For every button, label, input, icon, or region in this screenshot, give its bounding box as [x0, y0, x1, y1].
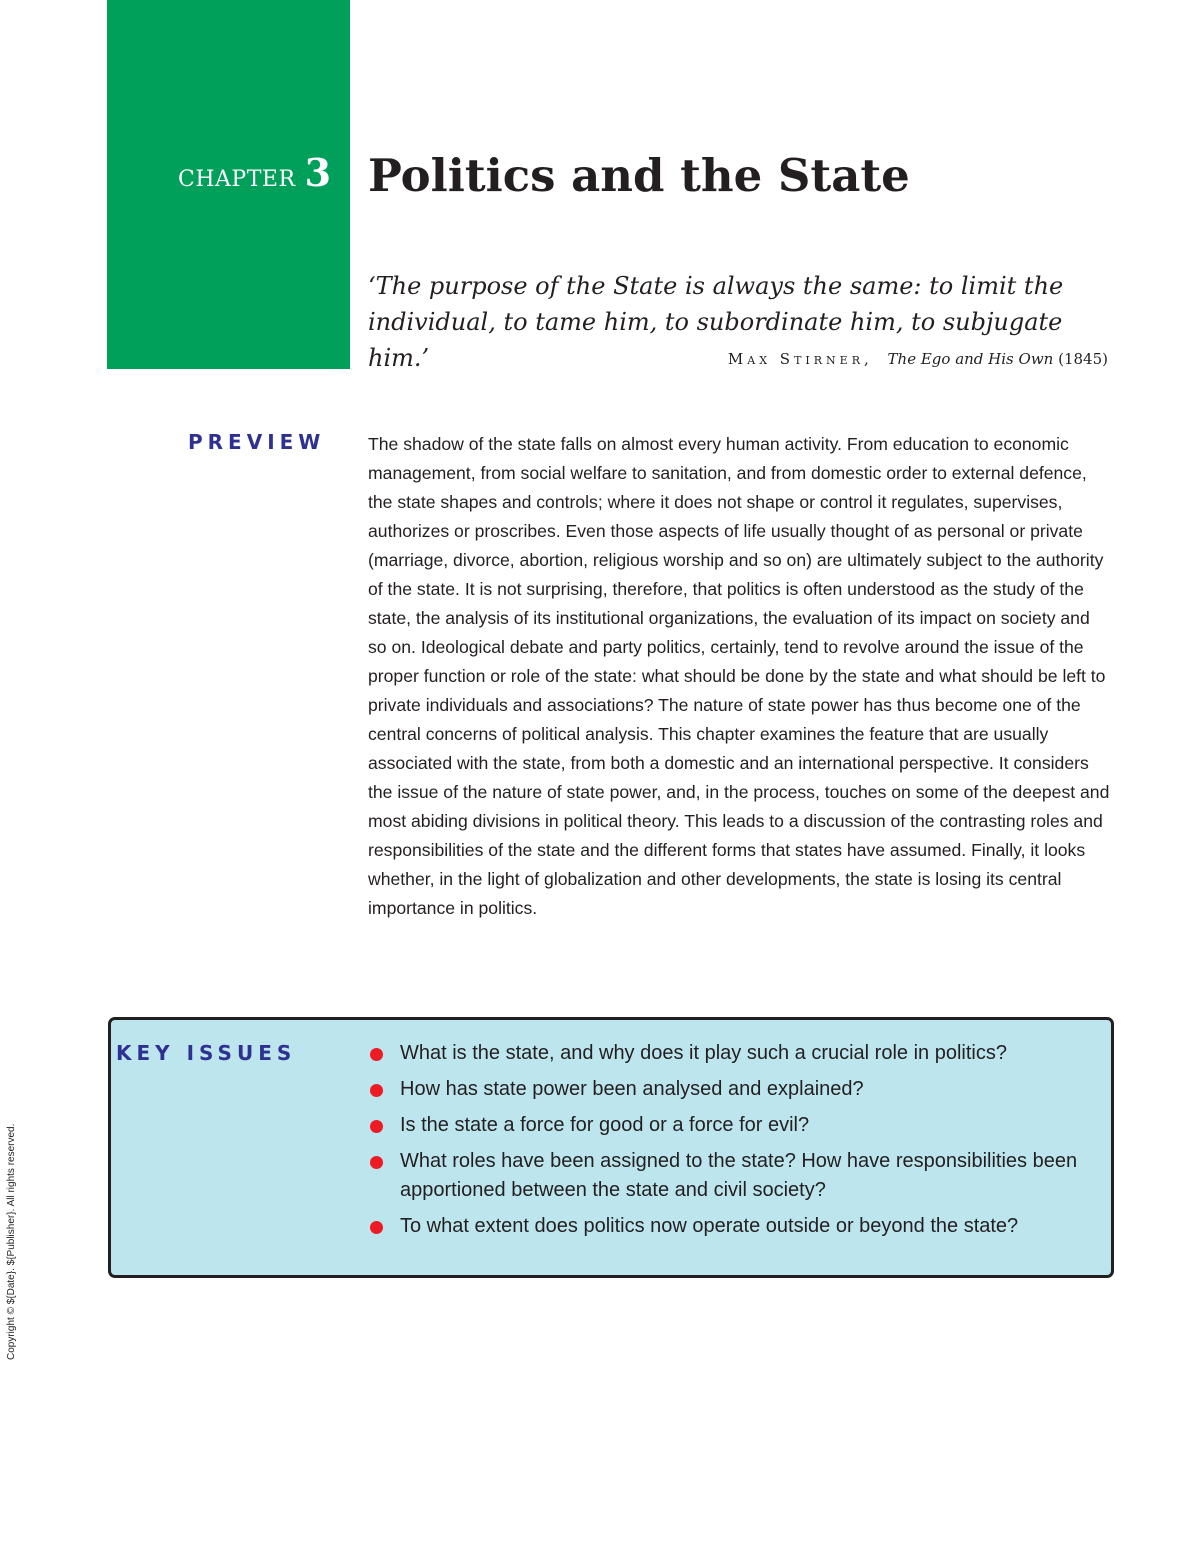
chapter-title: Politics and the State [368, 149, 910, 202]
key-issue-text: Is the state a force for good or a force for evil? [400, 1114, 810, 1136]
red-circle-bullet-icon [370, 1156, 383, 1169]
chapter-word: CHAPTER [178, 167, 296, 192]
key-issue-item [368, 1039, 1103, 1068]
key-issue-item [368, 1075, 1103, 1104]
preview-heading: PREVIEW [188, 430, 326, 454]
key-issue-item [368, 1111, 1103, 1140]
red-circle-bullet-icon [370, 1084, 383, 1097]
red-circle-bullet-icon [370, 1048, 383, 1061]
preview-text: The shadow of the state falls on almost every human activity. From education to economic management, from social welfare to sanitation, and from domestic order to external defence, the state shapes and controls; where it does not shape or control it regulates, supervises, authorizes or proscribes. Even those aspects of life usually thought of as personal or private (marriage, divorce, abortion, religious worship and so on) are ultimately subject to the authority of the state. It is not surprising, therefore, that politics is often understood as the study of the state, the analysis of its institutional organizations, the evaluation of its impact on society and so on. Ideological debate and party politics, certainly, tend to revolve around the issue of the proper function or role of the state: what should be done by the state and what should be left to private individuals and associations? The nature of state power has thus become one of the central concerns of political analysis. This chapter examines the feature that are usually associated with the state, from both a domestic and an international perspective. It considers the issue of the nature of state power, and, in the process, touches on some of the deepest and most abiding divisions in political theory. This leads to a discussion of the contrasting roles and responsibilities of the state and the different forms that states have assumed. Finally, it looks whether, in the light of globalization and other developments, the state is losing its central importance in politics. [368, 434, 1110, 918]
key-issue-text: What is the state, and why does it play such a crucial role in politics? [400, 1042, 1007, 1064]
epigraph-year: (1845) [1058, 350, 1108, 368]
key-issue-item [368, 1212, 1103, 1241]
epigraph-author: Max Stirner, [727, 350, 873, 368]
chapter-label [178, 150, 338, 195]
chapter-number: 3 [304, 150, 332, 195]
red-circle-bullet-icon [370, 1120, 383, 1133]
key-issue-item [368, 1147, 1103, 1205]
key-issues-list [368, 1039, 1103, 1248]
key-issue-text: To what extent does politics now operate outside or beyond the state? [400, 1215, 1019, 1237]
epigraph-work: The Ego and His Own [887, 350, 1054, 368]
red-circle-bullet-icon [370, 1221, 383, 1234]
key-issue-text: How has state power been analysed and explained? [400, 1078, 864, 1100]
copyright-notice: Copyright © ${Date}. ${Publisher}. All rights reserved. [6, 1123, 17, 1360]
key-issue-text: What roles have been assigned to the state? How have responsibilities been apportioned between the state and civil society? [400, 1150, 1078, 1201]
key-issues-heading: KEY ISSUES [116, 1041, 297, 1065]
epigraph-quote: ‘The purpose of the State is always the same: to limit the individual, to tame him, to subordinate him, to subjugate him.’ [368, 272, 1064, 372]
epigraph-attribution [728, 350, 1108, 368]
